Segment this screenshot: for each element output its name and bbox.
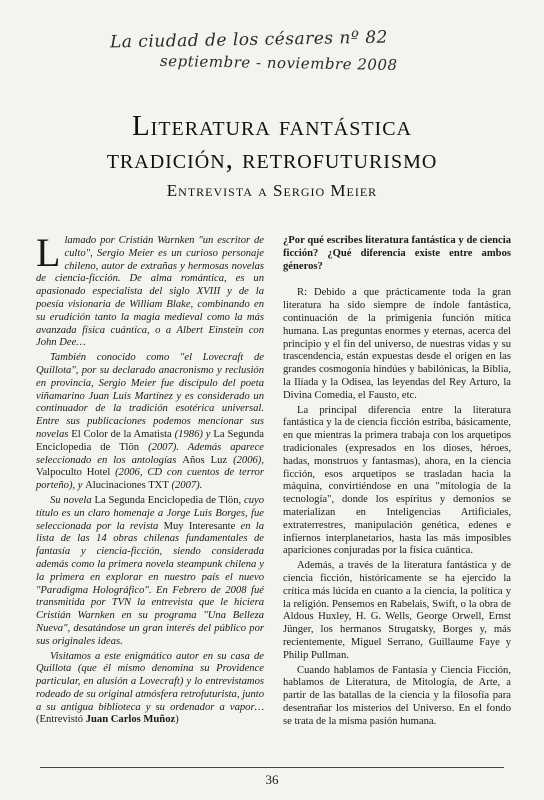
intro-text-3a: Su novela <box>50 494 92 506</box>
intro-text-2c: (1986) y <box>174 428 211 440</box>
intro-paragraph-4 <box>36 651 264 728</box>
intro-text-2g: (2006), <box>233 454 264 466</box>
anthology-alucinaciones: Alucinaciones TXT <box>85 480 169 492</box>
handwritten-note-line1: La ciudad de los césares nº 82 <box>109 27 389 53</box>
page-number: 36 <box>265 772 279 787</box>
left-column <box>36 230 265 729</box>
interviewer-credit: (Entrevistó <box>36 714 84 726</box>
intro-text-3e: en la lista de las 14 obras chilenas fundamentales de fantasía y ciencia-ficción, siendo considerada además como la primera novela steampunk chilena y la primera en explorar en nuestro país el nuevo "Paradigma Holográfico". En Febrero de 2008 fué transmitida por TVN la entrevista que le hiciera Cristián Warnken en su programa "Una Belleza Nueva", desatándose un gran interés del público por sus originales ideas. <box>36 520 264 647</box>
right-column <box>283 235 511 730</box>
anthology-valpoculto: Valpoculto Hotel <box>36 467 111 479</box>
answer-paragraph-2: La principal diferencia entre la literatura fantástica y la de ciencia ficción estriba, básicamente, en que mientras la primera trabaja con los arquetipos tradicionales (expresados en los dioses, héroes, hadas, monstruos y fantasmas), ahora, en la ciencia ficción, esos arquetipos se trasladan hacia la máquina, convirtiéndose en una "mitología de la tecnología", donde los espíritus y demonios se materializan en Inteligencias Artificiales, extraterrestres, manipulación genética, edenes e infiernos interplanetarios, hasta las más imposibles apariciones conjuradas por la física cuántica. <box>283 404 511 557</box>
intro-text-2k: (2007). <box>171 480 203 492</box>
credit-close: ) <box>175 714 179 726</box>
answer-paragraph-3: Además, a través de la literatura fantástica y de ciencia ficción, históricamente se ha ejercido la crítica más lúcida en cuanto a la ciencia, la política y la religión. Pensemos en Rabelais, Swift, o la obra de Aldous Huxley, H. G. Wells, George Orwell, Ernst Jünger, los hermanos Strugatsky, Borges y, más recientemente, Miguel Serrano, Guillaume Faye y Philip Pullman. <box>283 560 511 661</box>
handwritten-note-line2: septiembre - noviembre 2008 <box>159 51 398 75</box>
intro-text-4a: Visitamos a este enigmático autor en su casa de Quillota (que él mismo denomina su Providence particular, en alusión a Lovecraft) y lo entrevistamos rodeado de su original atmósfera retrofuturista, junto a su antigua biblioteca y su ordenador a vapor… <box>36 650 264 713</box>
anthology-anos-luz: Años Luz <box>182 454 228 466</box>
article-title-line2: tradición, retrofuturismo <box>106 143 438 175</box>
intro-text-2e: (2007). Además aparece seleccionado en los antologías <box>36 441 264 466</box>
intro-paragraph-1 <box>36 230 264 350</box>
article-title-line1: Literatura fantástica <box>131 110 413 142</box>
footer-rule <box>40 767 504 768</box>
intro-text-2a: También conocido como "el Lovecraft de Quillota", por su declarado anacronismo y reclusión en provincia, Sergio Meier fue discípulo del poeta viñamarino Juan Luis Martínez y es considerado un continuador de la tradición esotérica universal. Entre sus publicaciones podemos mencionar sus novelas <box>36 352 264 440</box>
drop-cap: L <box>36 230 61 275</box>
magazine-muy-interesante: Muy Interesante <box>163 520 236 532</box>
intro-paragraph-3 <box>36 495 264 649</box>
interviewer-name: Juan Carlos Muñoz <box>85 714 176 726</box>
interview-question: ¿Por qué escribes literatura fantástica y de ciencia ficción? ¿Qué diferencia existe entre ambos géneros? <box>283 235 511 272</box>
intro-text-3c: cuyo título es un claro homenaje a Jorge Luis Borges, fue seleccionada por la revista <box>36 494 265 532</box>
book-title-amatista: El Color de la Amatista <box>71 428 172 440</box>
book-title-tlon: La Segunda Enciclopedia de Tlön <box>36 428 264 453</box>
answer-paragraph-1: R: Debido a que prácticamente toda la gran literatura ha sido siempre de índole fantástica, continuación de la primigenia función mítica humana. Las preguntas enormes y eternas, acerca del principio y el fin del universo, de nuestras vidas y su trascendencia, están expuestas desde el origen en las grandes cosmogonía hindúes y babilónicas, la Biblia, la Ilíada y la Odisea, las leyendas del Rey Arturo, la Divina Comedia, el Fausto, etc. <box>283 287 511 401</box>
intro-text-2i: (2006, CD con cuentos de terror porteño), y <box>36 467 264 492</box>
intro-paragraph-2 <box>36 352 264 493</box>
answer-paragraph-4: Cuando hablamos de Fantasía y Ciencia Ficción, hablamos de Literatura, de Mitología, de Arte, a partir de las batallas de la ciencia y la filosofía para desentrañar los misterios del Universo. En el fondo se trata de la misma pasión humana. <box>283 664 511 727</box>
article-subtitle: Entrevista a Sergio Meier <box>166 181 378 200</box>
intro-text-1: lamado por Cristián Warnken "un escritor de culto", Sergio Meier es un curioso personaje chileno, autor de extrañas y hermosas novelas de ciencia-ficción. De alma romántica, es un apasionado especialista del siglo XVIII y de la poesía visionaria de William Blake, combinando en su erudición tanto la magia medieval como la más avanzada física cuántica, o a Albert Einstein con John Dee… <box>36 235 264 349</box>
novel-title-tlon: La Segunda Enciclopedia de Tlön, <box>94 494 242 506</box>
